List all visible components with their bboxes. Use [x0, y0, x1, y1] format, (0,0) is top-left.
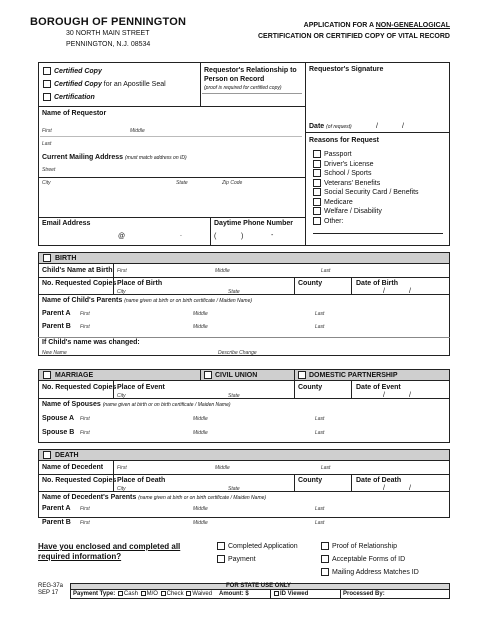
decedent-parent-b-middle: Middle	[193, 520, 208, 526]
spouse-b-middle: Middle	[193, 430, 208, 436]
date-slash: /	[409, 288, 411, 295]
decedent-parent-a-last: Last	[315, 506, 325, 512]
birth-state: State	[228, 289, 240, 295]
death-date-label: Date of Death	[356, 477, 402, 484]
event-city: City	[117, 393, 126, 399]
decedent-parent-a-middle: Middle	[193, 506, 208, 512]
checkbox[interactable]	[321, 568, 329, 576]
child-first: First	[117, 268, 127, 274]
death-header	[38, 449, 450, 461]
decedent-parent-a-first: First	[80, 506, 90, 512]
option-label: Mailing Address Matches ID	[332, 568, 419, 576]
checkbox[interactable]	[313, 207, 321, 215]
option-label: Completed Application	[228, 542, 298, 550]
checkbox[interactable]	[313, 179, 321, 187]
domestic-partnership-option[interactable]	[298, 371, 398, 379]
reason-social-security[interactable]	[313, 188, 419, 198]
divider	[294, 381, 295, 398]
marriage-title-wrap	[43, 371, 93, 379]
checkbox[interactable]	[186, 591, 191, 596]
processed-by-label: Processed By:	[343, 591, 385, 597]
birth-county-label: County	[298, 280, 323, 287]
checkbox[interactable]	[161, 591, 166, 596]
checkbox[interactable]	[313, 160, 321, 168]
checkbox[interactable]	[313, 198, 321, 206]
state-use-label: FOR STATE USE ONLY	[226, 583, 291, 589]
decedent-last: Last	[321, 465, 331, 471]
reason-school-sports[interactable]	[313, 169, 419, 179]
reason-veterans-benefits[interactable]	[313, 179, 419, 189]
title-subtitle: CERTIFICATION OR CERTIFIED COPY OF VITAL RECORD	[258, 33, 450, 40]
divider	[38, 337, 450, 338]
option-label: Payment	[228, 555, 256, 563]
checkbox[interactable]	[313, 188, 321, 196]
date-label: Date	[309, 123, 325, 130]
divider	[294, 369, 295, 381]
child-middle: Middle	[215, 268, 230, 274]
address-label: Current Mailing Address	[42, 154, 124, 161]
divider	[270, 589, 271, 599]
divider	[200, 369, 201, 381]
reason-label: Other:	[324, 217, 344, 225]
parent-b-last: Last	[315, 324, 325, 330]
date-slash: /	[376, 123, 378, 130]
proof-relationship-option[interactable]	[321, 542, 397, 550]
borough-name: BOROUGH OF PENNINGTON	[30, 16, 187, 28]
date-slash: /	[409, 392, 411, 399]
option-label: Proof of Relationship	[332, 542, 397, 550]
event-county-label: County	[298, 384, 323, 391]
address-city: City	[42, 180, 51, 186]
spouse-a-first: First	[80, 416, 90, 422]
title-prefix: APPLICATION FOR A	[303, 22, 376, 29]
form-date: SEP 17	[38, 590, 59, 596]
reason-welfare-disability[interactable]	[313, 207, 419, 217]
cash-label: Cash	[123, 591, 138, 598]
relationship-note: (proof is required for certified copy)	[204, 85, 282, 91]
certification-option[interactable]	[43, 93, 95, 101]
borough-street: 30 NORTH MAIN STREET	[66, 30, 150, 37]
child-last: Last	[321, 268, 331, 274]
date-slash: /	[383, 288, 385, 295]
divider	[38, 474, 450, 475]
apostille-label-prefix: Certified Copy	[54, 80, 102, 88]
certification-checkbox[interactable]	[43, 93, 51, 101]
decedent-parent-b-label: Parent B	[42, 519, 71, 526]
address-note: (must match address on ID)	[124, 155, 187, 161]
email-at: @	[118, 233, 126, 240]
borough-header	[30, 16, 186, 50]
reason-label: Social Security Card / Benefits	[324, 189, 419, 196]
divider	[38, 177, 305, 178]
reason-medicare[interactable]	[313, 198, 419, 208]
mo-label: M/O	[146, 591, 158, 598]
civil-union-checkbox[interactable]	[204, 371, 212, 379]
reasons-list	[313, 150, 419, 226]
payment-option[interactable]	[217, 555, 256, 563]
spouse-b-first: First	[80, 430, 90, 436]
child-parents-note: (name given at birth or on birth certificate / Maiden Name)	[124, 298, 253, 304]
birth-title: BIRTH	[55, 254, 77, 262]
checkbox[interactable]	[274, 591, 279, 596]
spouse-b-label: Spouse B	[42, 429, 75, 436]
marriage-title: MARRIAGE	[55, 371, 94, 379]
checkbox[interactable]	[321, 555, 329, 563]
apostille-checkbox[interactable]	[43, 80, 51, 88]
parent-a-first: First	[80, 311, 90, 317]
decedent-middle: Middle	[215, 465, 230, 471]
checkbox[interactable]	[217, 542, 225, 550]
date-slash: /	[383, 392, 385, 399]
checklist-question-line1: Have you enclosed and completed all	[38, 542, 181, 551]
reason-label: Medicare	[324, 198, 353, 206]
address-zip: Zip Code	[222, 180, 243, 186]
divider	[38, 277, 450, 278]
civil-union-option[interactable]	[204, 371, 257, 379]
death-state: State	[228, 486, 240, 492]
parent-a-last: Last	[315, 311, 325, 317]
phone-label: Daytime Phone Number	[214, 220, 293, 227]
event-date-label: Date of Event	[356, 384, 401, 391]
spouses-label: Name of Spouses	[42, 401, 101, 408]
certified-copy-option[interactable]	[43, 67, 102, 75]
reason-passport[interactable]	[313, 150, 419, 160]
form-no: REG-37a	[38, 583, 64, 589]
divider	[294, 474, 295, 491]
death-title: DEATH	[55, 451, 79, 459]
checkbox[interactable]	[217, 555, 225, 563]
death-copies-label: No. Requested Copies	[42, 477, 117, 484]
describe-change: Describe Change	[218, 350, 257, 356]
marriage-checkbox[interactable]	[43, 371, 51, 379]
divider	[305, 132, 450, 133]
borough-city: PENNINGTON, N.J. 08534	[66, 41, 151, 48]
reason-label: Welfare / Disability	[324, 208, 382, 215]
option-label: Acceptable Forms of ID	[332, 555, 406, 563]
date-slash: /	[383, 485, 385, 492]
payment-type-label: Payment Type:	[73, 591, 116, 598]
reasons-label: Reasons for Request	[309, 137, 380, 144]
checkbox[interactable]	[321, 542, 329, 550]
phone-dash: -	[271, 232, 274, 239]
mailing-address	[42, 154, 187, 161]
date-slash: /	[409, 485, 411, 492]
decedent-parents-note: (name given at birth or on birth certificate / Maiden Name)	[138, 495, 267, 501]
payment-type	[73, 591, 212, 597]
divider	[200, 62, 201, 106]
divider	[38, 294, 450, 295]
decedent-parent-a-label: Parent A	[42, 505, 71, 512]
event-place-label: Place of Event	[117, 384, 165, 391]
reason-label: Passport	[324, 151, 352, 158]
spouse-b-last: Last	[315, 430, 325, 436]
phone-close: )	[241, 233, 244, 240]
parent-b-middle: Middle	[193, 324, 208, 330]
new-name: New Name	[42, 350, 67, 356]
mailing-matches-option[interactable]	[321, 568, 419, 576]
divider	[294, 277, 295, 294]
event-state: State	[228, 393, 240, 399]
other-input-line[interactable]	[313, 233, 443, 234]
divider	[38, 106, 305, 107]
checkbox[interactable]	[118, 591, 123, 596]
phone-open: (	[214, 233, 217, 240]
dollar-sign: $	[245, 591, 249, 597]
divider	[340, 589, 341, 599]
requestor-name-label: Name of Requestor	[42, 110, 107, 117]
certified-copy-checkbox[interactable]	[43, 67, 51, 75]
name-changed-label: If Child's name was changed:	[42, 339, 140, 346]
divider	[351, 381, 352, 398]
date-slash: /	[402, 123, 404, 130]
address-state: State	[176, 180, 188, 186]
birth-place-label: Place of Birth	[117, 280, 163, 287]
divider	[38, 398, 450, 399]
birth-header	[38, 252, 450, 264]
checkbox[interactable]	[313, 169, 321, 177]
decedent-parent-b-first: First	[80, 520, 90, 526]
child-parents-label: Name of Child's Parents	[42, 297, 123, 304]
spouses	[42, 401, 231, 408]
checklist-question-line2: required information?	[38, 552, 122, 561]
parent-b-label: Parent B	[42, 323, 71, 330]
birth-city: City	[117, 289, 126, 295]
relationship-label: Requestor's Relationship to Person on Record	[204, 67, 297, 83]
death-place-label: Place of Death	[117, 477, 166, 484]
decedent-name-label: Name of Decedent	[42, 464, 104, 471]
relationship-input-line[interactable]	[202, 93, 302, 94]
certification-label: Certification	[54, 93, 95, 101]
domestic-partnership-label: DOMESTIC PARTNERSHIP	[309, 371, 398, 379]
domestic-partnership-checkbox[interactable]	[298, 371, 306, 379]
parent-a-middle: Middle	[193, 311, 208, 317]
decedent-first: First	[117, 465, 127, 471]
completed-application-option[interactable]	[217, 542, 298, 550]
spouse-a-last: Last	[315, 416, 325, 422]
certified-copy-label: Certified Copy	[54, 67, 102, 75]
divider	[113, 461, 114, 491]
death-county-label: County	[298, 477, 323, 484]
marriage-copies-label: No. Requested Copies	[42, 384, 117, 391]
divider	[210, 217, 211, 246]
application-title	[258, 20, 450, 42]
checkbox[interactable]	[313, 150, 321, 158]
divider	[305, 62, 306, 246]
birth-date-label: Date of Birth	[356, 280, 398, 287]
divider	[113, 264, 114, 294]
decedent-parents	[42, 494, 266, 501]
reason-drivers-license[interactable]	[313, 160, 419, 170]
child-name-label: Child's Name at Birth	[42, 267, 113, 274]
email-label: Email Address	[42, 220, 91, 227]
amount	[219, 591, 249, 597]
civil-union-label: CIVIL UNION	[215, 371, 258, 379]
decedent-parent-b-last: Last	[315, 520, 325, 526]
reason-label: School / Sports	[324, 170, 372, 177]
checkbox[interactable]	[313, 217, 321, 225]
divider	[38, 491, 450, 492]
apostille-label-suffix: for an Apostille Seal	[101, 80, 166, 88]
parent-b-first: First	[80, 324, 90, 330]
requestor-last: Last	[42, 141, 52, 147]
divider	[38, 217, 305, 218]
apostille-option[interactable]	[43, 80, 166, 88]
form-number	[38, 583, 63, 597]
spouses-note: (name given at birth or on birth certificate / Maiden Name)	[102, 402, 231, 408]
requestor-first: First	[42, 128, 52, 134]
date-note: (of request)	[326, 124, 352, 130]
signature-label: Requestor's Signature	[309, 66, 384, 73]
email-dot: .	[180, 231, 182, 238]
spouse-a-middle: Middle	[193, 416, 208, 422]
acceptable-id-option[interactable]	[321, 555, 405, 563]
requestor-middle: Middle	[130, 128, 145, 134]
death-title-wrap	[43, 451, 79, 459]
id-viewed[interactable]	[273, 591, 308, 597]
decedent-parents-label: Name of Decedent's Parents	[42, 494, 137, 501]
amount-label: Amount:	[219, 591, 244, 597]
birth-title-wrap	[43, 254, 76, 262]
check-label: Check	[166, 591, 184, 598]
reason-label: Veterans' Benefits	[324, 179, 381, 187]
reason-other[interactable]	[313, 217, 419, 227]
death-checkbox[interactable]	[43, 451, 51, 459]
birth-checkbox[interactable]	[43, 254, 51, 262]
spouse-a-label: Spouse A	[42, 415, 75, 422]
id-viewed-label: ID Viewed	[280, 591, 309, 598]
reason-label: Driver's License	[324, 160, 374, 168]
death-city: City	[117, 486, 126, 492]
divider	[351, 277, 352, 294]
waived-label: Waived	[192, 591, 213, 598]
child-parents	[42, 297, 252, 304]
parent-a-label: Parent A	[42, 310, 71, 317]
divider	[351, 474, 352, 491]
birth-copies-label: No. Requested Copies	[42, 280, 117, 287]
name-input-line[interactable]	[40, 136, 302, 137]
checkbox[interactable]	[141, 591, 146, 596]
title-underlined: NON-GENEALOGICAL	[375, 22, 450, 29]
signature-date[interactable]	[309, 123, 352, 130]
address-street: Street	[42, 167, 56, 173]
